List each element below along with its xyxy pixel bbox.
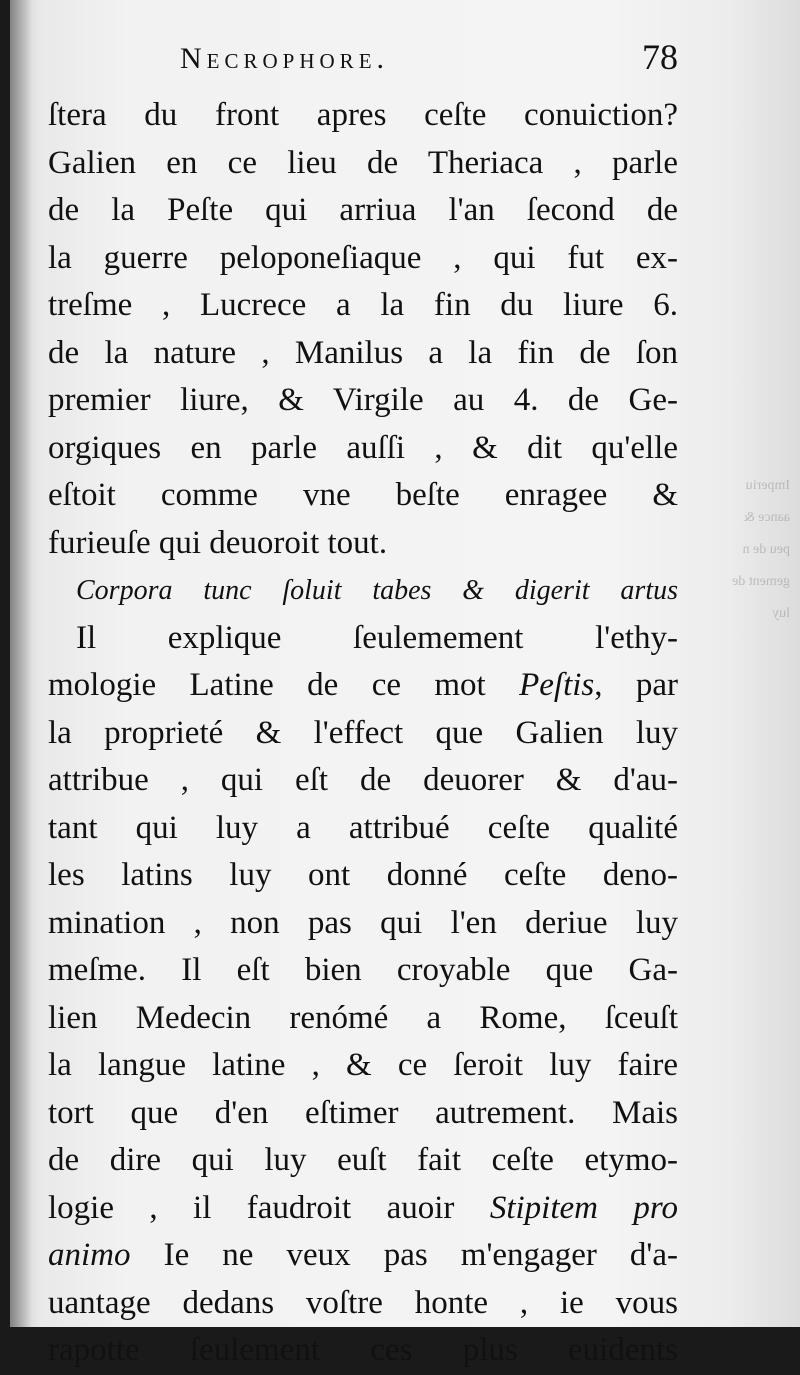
show-through-line: luy	[772, 606, 790, 621]
show-through-line: gement de	[732, 574, 790, 589]
text-line: de la nature , Manilus a la fin de ſon	[48, 334, 678, 371]
text-line: rapotte ſeulement ces plus euidents	[48, 1332, 678, 1368]
text-line: la guerre peloponeſiaque , qui fut ex-	[48, 239, 678, 276]
running-title: Necrophore.	[180, 42, 390, 75]
text-line: de la Peſte qui arriua l'an ſecond de	[48, 192, 678, 228]
text-line: les latins luy ont donné ceſte deno-	[48, 857, 678, 893]
text-segment: , par	[594, 667, 679, 703]
body-text	[48, 92, 678, 1375]
show-through-text	[700, 470, 790, 710]
text-segment: logie , il faudroit auoir	[48, 1189, 455, 1226]
text-line: uantage dedans voſtre honte , ie vous	[48, 1284, 678, 1321]
italic-term-stipitem: Stipitem pro	[489, 1189, 678, 1226]
page-number: 78	[642, 37, 678, 77]
text-line: mination , non pas qui l'en deriue luy	[48, 904, 678, 941]
text-line: tort que d'en eſtimer autrement. Mais	[48, 1094, 678, 1131]
italic-term-pestis: Peſtis	[519, 667, 595, 703]
italic-term-animo: animo	[48, 1237, 131, 1273]
text-line: meſme. Il eſt bien croyable que Ga-	[48, 952, 678, 988]
text-line: premier liure, & Virgile au 4. de Ge-	[48, 382, 678, 418]
text-line: treſme , Lucrece a la fin du liure 6.	[48, 287, 678, 323]
page-header	[180, 37, 700, 92]
text-line: furieuſe qui deuoroit tout.	[48, 524, 388, 561]
text-line-with-term	[48, 1185, 678, 1233]
text-line: ſtera du front apres ceſte conuiction?	[48, 97, 678, 133]
text-line: Galien en ce lieu de Theriaca , parle	[48, 144, 678, 181]
text-line: Il explique ſeulemement l'ethy-	[76, 619, 678, 656]
text-segment: Ie ne veux pas m'engager d'a-	[163, 1237, 679, 1273]
text-line: lien Medecin renómé a Rome, ſceuſt	[48, 999, 678, 1036]
text-segment: mologie Latine de ce mot	[48, 667, 486, 703]
show-through-line: Imperiu	[745, 478, 790, 493]
text-line-with-term	[48, 662, 678, 710]
show-through-line: peu de n	[742, 542, 790, 557]
text-line-with-term	[48, 1232, 678, 1280]
text-line: la langue latine , & ce ſeroit luy faire	[48, 1047, 678, 1083]
text-line: orgiques en parle auſſi , & dit qu'elle	[48, 429, 678, 466]
text-line: la proprieté & l'effect que Galien luy	[48, 714, 678, 751]
show-through-line: aance &	[743, 510, 790, 525]
latin-quotation: Corpora tunc ſoluit tabes & digerit artus	[76, 575, 678, 606]
book-page	[10, 0, 800, 1368]
text-line: eſtoit comme vne beſte enragee &	[48, 477, 678, 513]
text-line: tant qui luy a attribué ceſte qualité	[48, 809, 678, 846]
text-line: de dire qui luy euſt fait ceſte etymo-	[48, 1142, 678, 1178]
text-line: attribue , qui eſt de deuorer & d'au-	[48, 762, 678, 798]
